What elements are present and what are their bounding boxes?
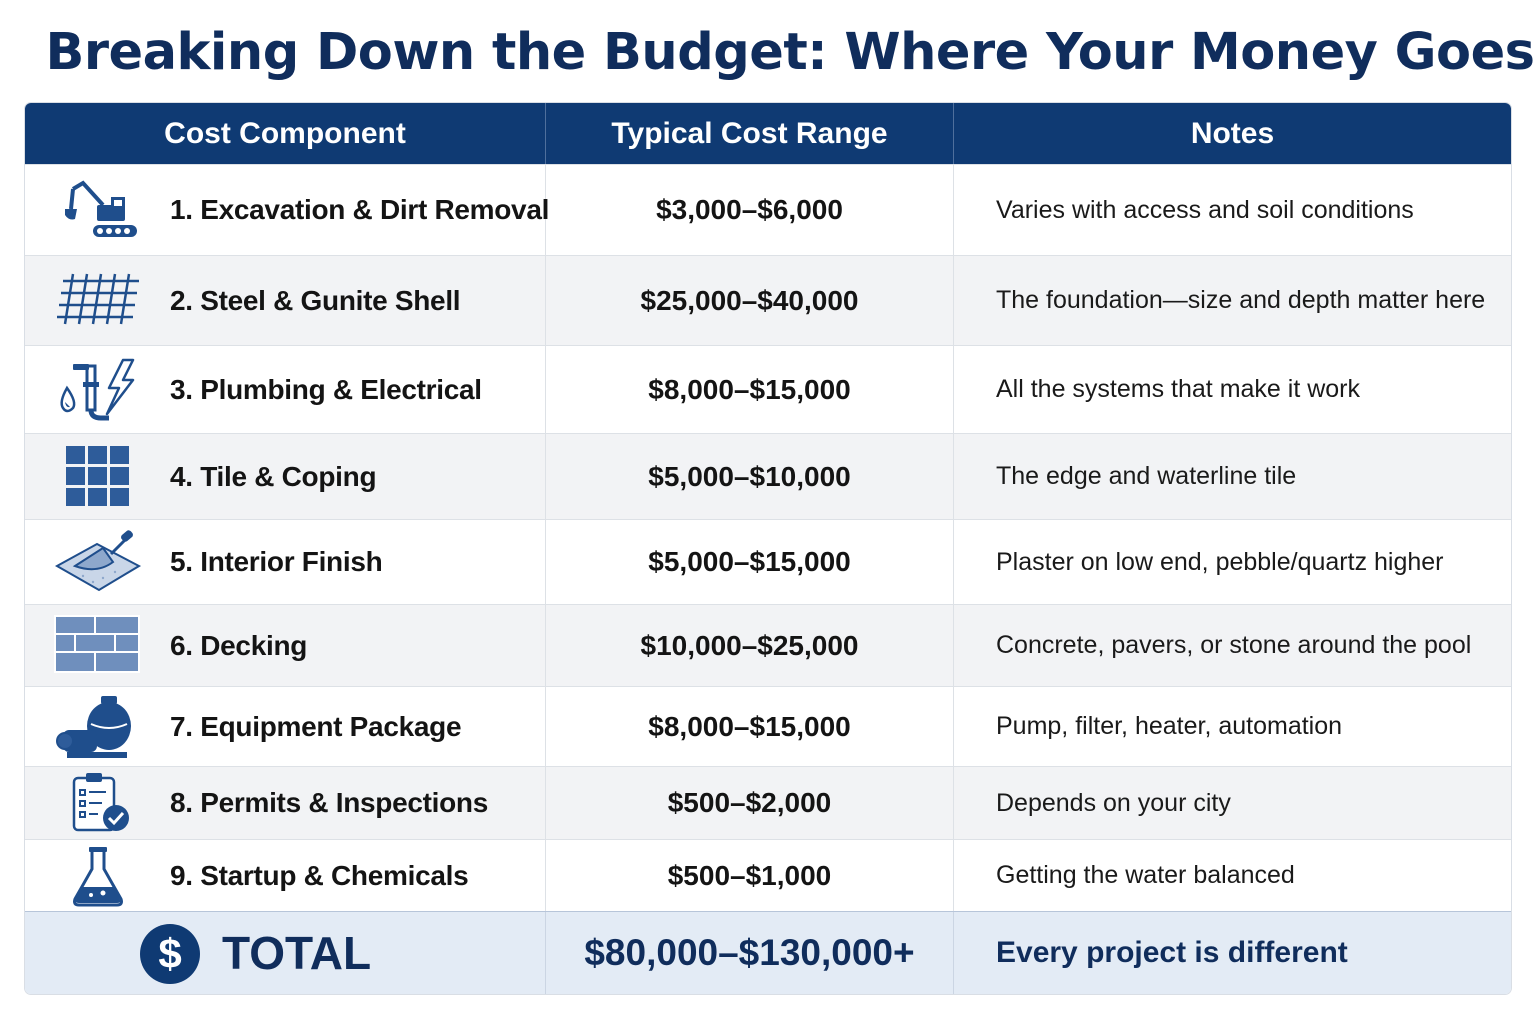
table-row (25, 255, 1511, 345)
component-label: 7. Equipment Package (170, 710, 462, 742)
table-header (25, 103, 1511, 164)
table-row (25, 519, 1511, 604)
column-header-component: Cost Component (164, 117, 406, 150)
cost-range: $10,000–$25,000 (640, 629, 859, 661)
component-label: 8. Permits & Inspections (170, 787, 489, 818)
cost-table (25, 103, 1511, 994)
total-cost: $80,000–$130,000+ (584, 932, 915, 973)
note-text: Plaster on low end, pebble/quartz higher (996, 547, 1444, 576)
component-label: 6. Decking (170, 629, 308, 661)
flask-icon (53, 836, 143, 916)
total-label: TOTAL (222, 927, 372, 979)
note-text: All the systems that make it work (996, 375, 1361, 403)
dollar-circle-icon: $ (140, 924, 200, 984)
table-row (25, 345, 1511, 433)
clipboard-check-icon (53, 763, 143, 843)
component-label: 4. Tile & Coping (170, 460, 377, 492)
note-text: Depends on your city (996, 788, 1231, 817)
cost-range: $8,000–$15,000 (648, 373, 851, 405)
column-header-notes: Notes (1190, 117, 1275, 150)
cost-range: $8,000–$15,000 (648, 710, 851, 742)
component-label: 1. Excavation & Dirt Removal (170, 194, 550, 225)
note-text: Pump, filter, heater, automation (996, 712, 1343, 740)
rebar-grid-icon (53, 261, 143, 341)
table-row (25, 164, 1511, 255)
table-row (25, 686, 1511, 766)
tile-grid-icon (53, 437, 143, 517)
note-text: Getting the water balanced (996, 861, 1295, 889)
plumbing-electrical-icon (53, 350, 143, 430)
table-row (25, 839, 1511, 911)
cost-range: $500–$1,000 (667, 859, 832, 891)
table-row (25, 766, 1511, 839)
component-label: 3. Plumbing & Electrical (170, 373, 482, 405)
note-text: The foundation—size and depth matter here (996, 286, 1486, 314)
cost-range: $5,000–$10,000 (648, 460, 851, 492)
trowel-icon (53, 522, 143, 602)
excavator-icon (53, 170, 143, 250)
cost-range: $3,000–$6,000 (656, 194, 843, 225)
total-row (25, 911, 1511, 994)
column-header-cost: Typical Cost Range (611, 117, 888, 150)
pavers-icon (53, 606, 143, 686)
component-label: 9. Startup & Chemicals (170, 859, 469, 891)
component-label: 2. Steel & Gunite Shell (170, 284, 461, 316)
page-title: Breaking Down the Budget: Where Your Money Goes (45, 23, 1535, 82)
cost-range: $5,000–$15,000 (648, 546, 851, 577)
table-row (25, 604, 1511, 686)
total-note: Every project is different (996, 936, 1348, 969)
note-text: Concrete, pavers, or stone around the pool (996, 631, 1472, 659)
cost-range: $25,000–$40,000 (640, 284, 859, 316)
note-text: Varies with access and soil conditions (996, 195, 1414, 224)
note-text: The edge and waterline tile (996, 462, 1297, 490)
table-row (25, 433, 1511, 519)
cost-range: $500–$2,000 (667, 787, 832, 818)
pump-filter-icon (53, 687, 143, 767)
component-label: 5. Interior Finish (170, 546, 383, 577)
